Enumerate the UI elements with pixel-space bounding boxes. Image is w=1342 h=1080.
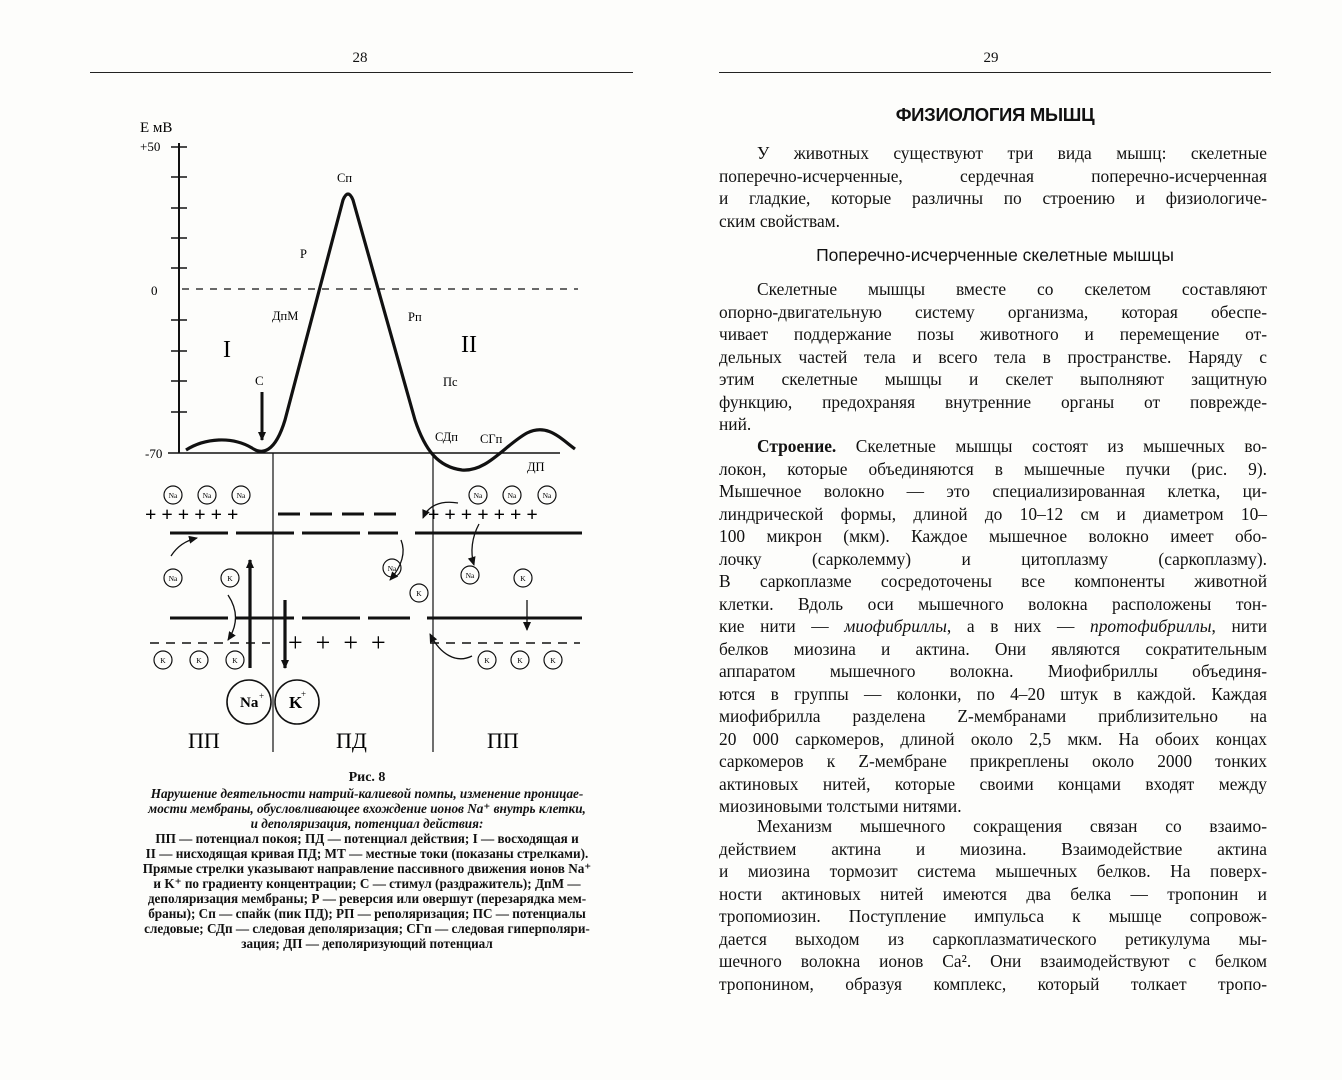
- page-number-left: 28: [352, 50, 368, 66]
- subsection-title: Поперечно-исчерченные скелетные мышцы: [816, 245, 1174, 265]
- svg-text:Na: Na: [387, 564, 397, 573]
- svg-text:Na: Na: [240, 695, 259, 711]
- svg-text:K: K: [289, 693, 303, 712]
- label-trace-potentials: Пс: [443, 375, 458, 389]
- svg-text:Na: Na: [236, 491, 246, 500]
- action-potential-figure: [0, 0, 671, 770]
- zone-label-action: ПД: [336, 728, 367, 753]
- label-reversal: Р: [300, 247, 307, 261]
- y-axis-label: Е мВ: [140, 120, 173, 136]
- label-trace-hyperpolarization: СГп: [480, 432, 503, 446]
- section-title: ФИЗИОЛОГИЯ МЫШЦ: [895, 104, 1095, 125]
- region-label-falling: II: [461, 332, 477, 358]
- right-page: [671, 0, 1342, 1080]
- svg-text:K: K: [227, 574, 233, 583]
- structure-lead: Строение.: [757, 436, 837, 456]
- k-big-ion: [275, 680, 319, 724]
- svg-text:K: K: [517, 656, 523, 665]
- action-potential-curve: [186, 194, 575, 470]
- label-trace-depolarization: СДп: [435, 430, 458, 444]
- na-big-ion: [227, 680, 271, 724]
- svg-text:Na: Na: [168, 574, 178, 583]
- svg-text:K: K: [416, 589, 422, 598]
- label-depolarization: ДпМ: [272, 309, 299, 323]
- svg-text:K: K: [232, 656, 238, 665]
- label-depolarizing-potential: ДП: [527, 460, 545, 474]
- tick-label-plus50: +50: [140, 139, 161, 154]
- zone-label-resting-left: ПП: [188, 728, 220, 753]
- svg-text:K: K: [484, 656, 490, 665]
- svg-text:Na: Na: [465, 571, 475, 580]
- term-myofibrils: миофибриллы: [844, 616, 947, 636]
- paragraph-contraction-mechanism: Механизм мышечного сокращения связан со взаимо- действием актина и миозина. Взаимодействие актина и миозина тормозит система мышечных белков. На поверх- ности актиновых нитей имеются два белка — тропонин и тропомиозин. Поступление импульса к мышце сопровож- дается выходом из саркоплазматического ретикулума мы- шечного волокна ионов Са². Они взаимодействуют с белком тропонином, образуя комплекс, который толкает тропо-: [719, 816, 1267, 994]
- tick-label-minus70: -70: [145, 446, 163, 461]
- region-label-rising: I: [223, 337, 231, 363]
- label-stimulus: С: [255, 373, 264, 388]
- term-protofibrils: протофибриллы: [1090, 616, 1212, 636]
- svg-text:Na: Na: [542, 491, 552, 500]
- svg-text:K: K: [160, 656, 166, 665]
- svg-text:+: +: [301, 689, 307, 699]
- svg-text:+ + + +: + + + +: [288, 628, 386, 657]
- paragraph-structure: Строение. Скелетные мышцы состоят из мышечных во- локон, которые объединяются в мышечные пучки (рис. 9). Мышечное волокно — это специализированная клетка, ци- линдрической формы, длиной до 10–12 см и диаметром 10– 100 микрон (мкм). Каждое мышечное волокно имеет обо- лочку (сарколемму) и цитоплазму (саркоплазму). В саркоплазме сосредоточены все компоненты животной клетки. Вдоль оси мышечного волокна расположены тон- кие нити — миофибриллы, а в них — протофибриллы, нити белков миозина и актина. Они являются сократительным аппаратом мышечного волокна. Миофибриллы объединя- ются в группы — колонки, по 4–20 штук в каждой. Каждая миофибрилла разделена Z-мембранами приблизительно на 20 000 саркомеров, длиной около 2,5 мкм. На обоих концах саркомеров к Z-мембране прикреплены около 2000 тонких актиновых нитей, которые своими концами входят между миозиновыми толстыми нитями.: [719, 436, 1267, 816]
- page-number-right: 29: [983, 50, 999, 66]
- tick-label-zero: 0: [151, 283, 158, 298]
- caption-title: Рис. 8: [348, 770, 386, 785]
- caption-legend: ПП — потенциал покоя; ПД — потенциал действия; I — восходящая и II — нисходящая кривая ПД; МТ — местные токи (показаны стрелками). Прямые стрелки указывают направление пассивного движения ионов Na⁺ и K⁺ по градиенту концентрации; С — стимул (раздражитель); ДпМ — деполяризация мембраны; Р — реверсия или овершут (перезарядка мем- браны); Сп — спайк (пик ПД); РП — реполяризация; ПС — потенциалы следовые; СДп — следовая деполяризация; СГп — следовая гиперполяри- зация; ДП — деполяризующий потенциал: [142, 831, 592, 951]
- svg-text:+: +: [259, 691, 265, 701]
- svg-text:K: K: [550, 656, 556, 665]
- label-repolarization: Рп: [408, 310, 422, 324]
- svg-text:Na: Na: [168, 491, 178, 500]
- svg-text:+ + + + + + +: + + + + + + +: [428, 504, 538, 526]
- intro-paragraph: У животных существуют три вида мышц: скелетные поперечно-исчерченные, сердечная поперечно-исчерченная и гладкие, которые различны по строению и физиологиче- ским свойствам.: [719, 143, 1267, 231]
- zone-label-resting-right: ПП: [487, 728, 519, 753]
- svg-text:Na: Na: [507, 491, 517, 500]
- figure-caption: [96, 770, 638, 951]
- svg-text:+ + + + + +: + + + + + +: [145, 504, 239, 526]
- svg-text:Na: Na: [202, 491, 212, 500]
- paragraph-skeletal-muscles: Скелетные мышцы вместе со скелетом составляют опорно-двигательную систему организма, которая обеспе- чивает поддержание позы животного и перемещение от- дельных частей тела и всего тела в пространстве. Наряду с этим скелетные мышцы и скелет выполняют защитную функцию, предохраняя внутренние органы от поврежде- ний.: [719, 279, 1267, 434]
- outer-membrane-charges: [145, 504, 538, 526]
- caption-description: Нарушение деятельности натрий-калиевой помпы, изменение проницае- мости мембраны, обусловливающее вхождение ионов Na⁺ внутрь клетки, и деполяризация, потенциал действия:: [148, 786, 586, 831]
- y-axis: [168, 143, 560, 453]
- svg-text:K: K: [520, 574, 526, 583]
- label-spike: Сп: [337, 171, 353, 185]
- header-rule-right: [719, 72, 1271, 73]
- svg-text:Na: Na: [473, 491, 483, 500]
- svg-text:K: K: [196, 656, 202, 665]
